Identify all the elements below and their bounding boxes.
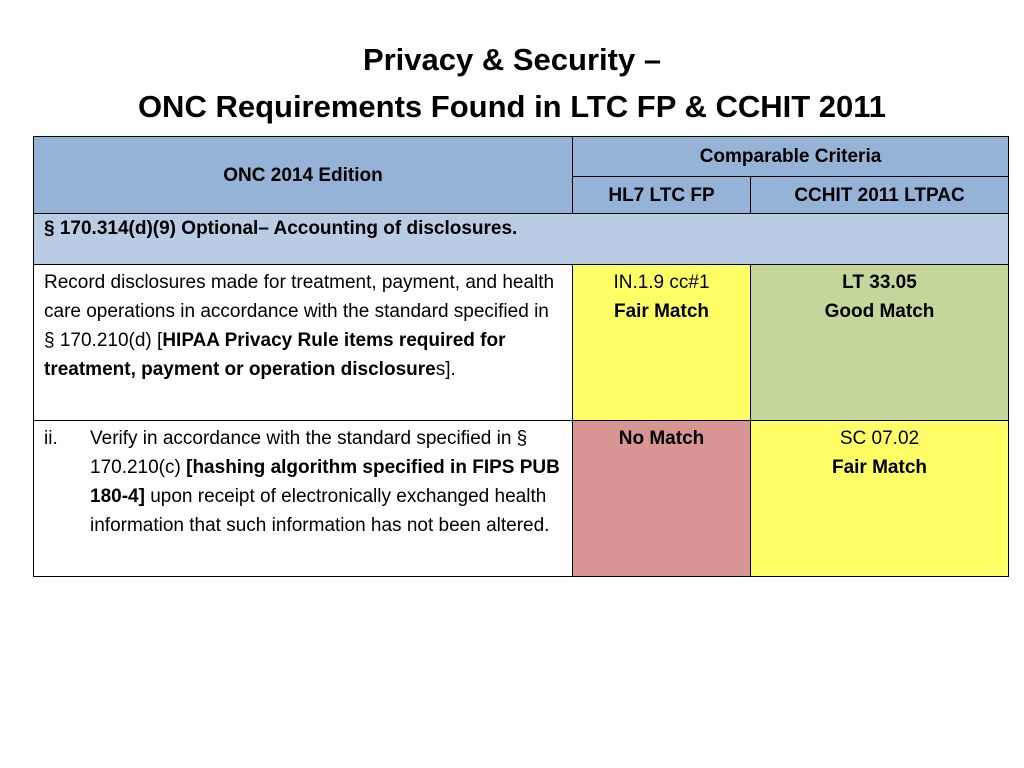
row1-cchit-cell (751, 265, 1009, 421)
row1-hl7-match: Fair Match (613, 301, 710, 322)
header-hl7-ltc-fp (573, 177, 751, 214)
row2-cchit-match: Fair Match (831, 457, 928, 478)
header-onc-edition (34, 137, 573, 214)
title-line-2: ONC Requirements Found in LTC FP & CCHIT 2011 (137, 89, 887, 124)
row2-desc-part2: upon receipt of electronically exchanged health information that such information has not been altered. (90, 486, 550, 536)
header-onc-edition-label: ONC 2014 Edition (223, 164, 383, 186)
row2-hl7-cell (573, 421, 751, 577)
section-heading (34, 214, 1009, 265)
row2-desc-part1: Verify in accordance with the standard specified in § 170.210(c) (90, 428, 528, 478)
header-cchit-ltpac (751, 177, 1009, 214)
header-cchit-label: CCHIT 2011 LTPAC (794, 184, 965, 206)
row1-desc-part2: s]. (435, 359, 456, 380)
section-heading-text: § 170.314(d)(9) Optional– Accounting of disclosures. (44, 218, 518, 239)
row2-cchit-code: SC 07.02 (839, 428, 920, 449)
row2-list-text (90, 424, 562, 540)
header-comparable-criteria (573, 137, 1009, 177)
header-comparable-criteria-label: Comparable Criteria (699, 146, 882, 167)
row2-list-item (44, 424, 562, 540)
row1-description (34, 265, 573, 421)
title-line-1: Privacy & Security – (362, 42, 662, 77)
row2-list-marker: ii. (44, 428, 58, 449)
row1-desc-part1: Record disclosures made for treatment, payment, and health care operations in accordance with the standard specified in § 170.210(d) [ (44, 272, 555, 351)
row2-hl7-match: No Match (618, 428, 705, 449)
row2-description (34, 421, 573, 577)
table-row (34, 421, 1009, 577)
page-title (0, 36, 1024, 130)
row1-hl7-code: IN.1.9 cc#1 (613, 272, 710, 293)
row1-cchit-match: Good Match (824, 301, 935, 322)
row2-cchit-cell (751, 421, 1009, 577)
row2-desc-bold: [hashing algorithm specified in FIPS PUB 180-4] (90, 457, 560, 507)
header-hl7-label: HL7 LTC FP (608, 184, 715, 206)
row1-desc-bold: HIPAA Privacy Rule items required for treatment, payment or operation disclosure (44, 330, 506, 380)
row1-hl7-cell (573, 265, 751, 421)
row1-cchit-code: LT 33.05 (842, 272, 917, 293)
table-row (34, 265, 1009, 421)
requirements-table (33, 136, 1009, 577)
